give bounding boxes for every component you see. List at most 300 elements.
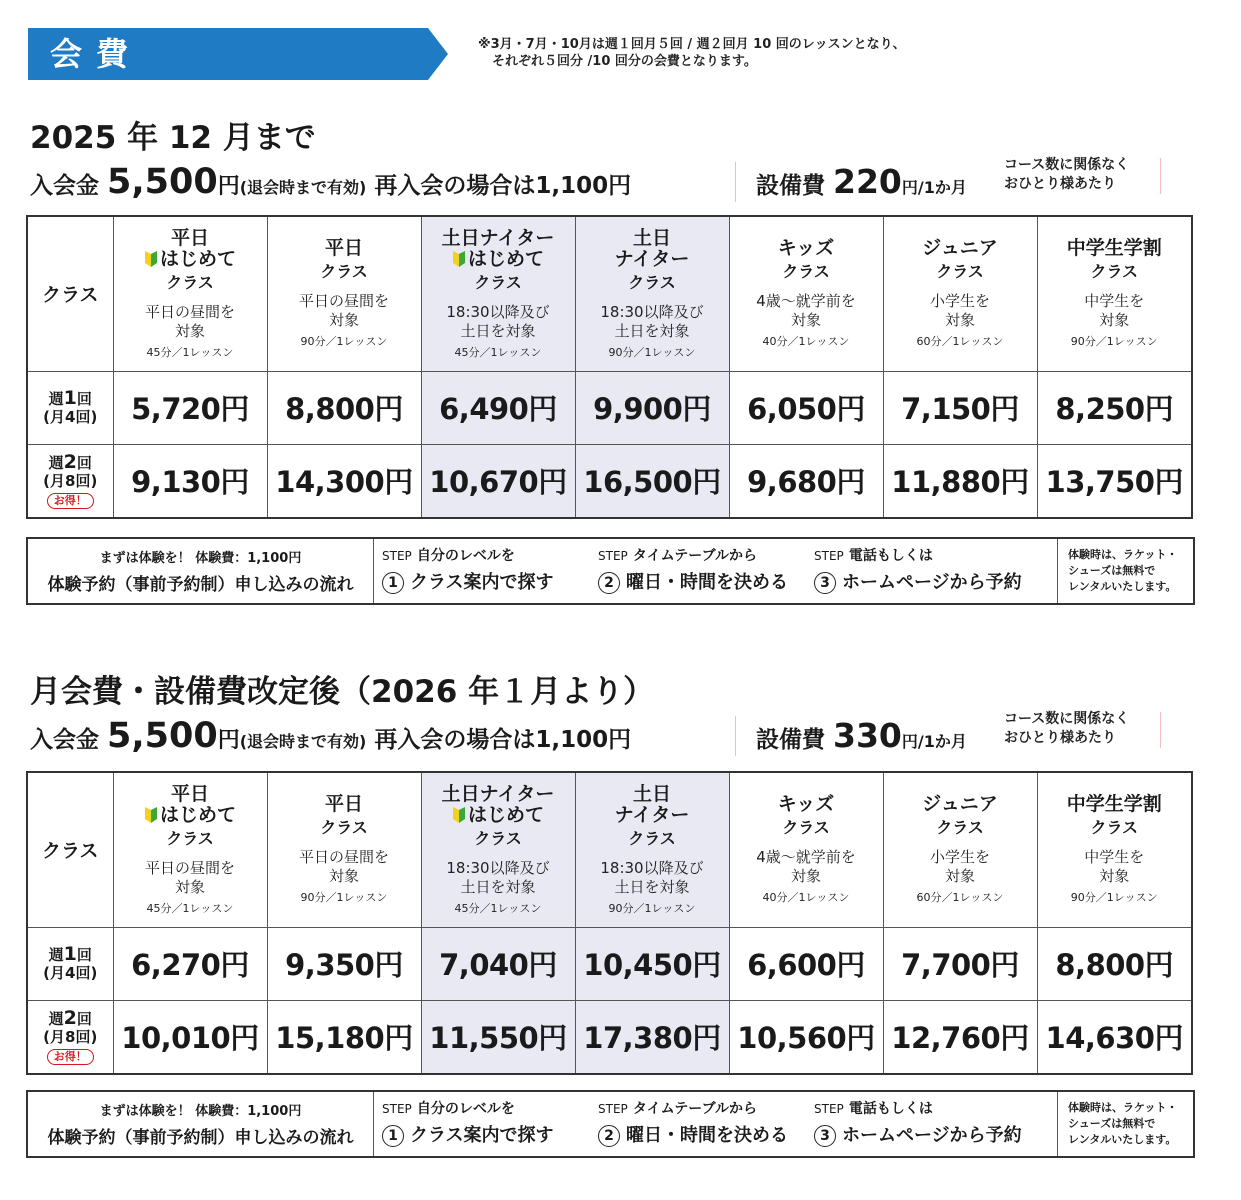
join-fee-note: (退会時まで有効) <box>239 732 367 751</box>
class-header-cell <box>729 772 883 927</box>
row-label-times <box>28 450 113 473</box>
row-label-week1 <box>27 371 113 444</box>
price-yen: 円 <box>384 465 413 500</box>
equipment-fee-unit: 円/1か月 <box>901 732 967 751</box>
price-cell <box>575 371 729 444</box>
step-action: クラス案内で探す <box>410 1125 554 1146</box>
times-text: 回 <box>76 946 92 964</box>
class-name: ジュニア <box>922 237 998 260</box>
class-suffix: クラス <box>474 272 522 292</box>
price-cell <box>1037 444 1192 518</box>
join-fee-row <box>30 162 631 202</box>
step-number-icon: 1 <box>382 572 404 594</box>
equipment-fee <box>735 716 967 756</box>
price-cell <box>113 1000 267 1074</box>
price-cell <box>267 371 421 444</box>
class-suffix: クラス <box>166 828 214 848</box>
class-name: 平日 <box>324 237 363 260</box>
row-label-month: (月8回) <box>43 1027 98 1046</box>
price-cell <box>883 444 1037 518</box>
lesson-length: 90分／1レッスン <box>608 345 696 359</box>
class-name: ジュニア <box>922 793 998 816</box>
class-target-line2: 土日を対象 <box>460 877 536 896</box>
step-action: 曜日・時間を決める <box>626 1125 788 1146</box>
step-header <box>598 545 788 565</box>
step-main <box>382 1121 553 1147</box>
price-cell <box>1037 1000 1192 1074</box>
price-value: 5,720 <box>131 392 221 426</box>
class-target-line1: 中学生を <box>1084 848 1145 867</box>
price-value: 9,350 <box>285 948 375 982</box>
price-value: 14,630 <box>1045 1021 1155 1056</box>
price-value: 10,450 <box>583 948 693 982</box>
price-cell <box>113 927 267 1000</box>
trial-flow-box <box>26 537 1195 605</box>
equipment-fee-unit: 円/1か月 <box>901 178 967 197</box>
step-header <box>382 1098 553 1118</box>
class-header-cell <box>575 772 729 927</box>
class-suffix: クラス <box>1090 818 1139 838</box>
header-note-line1: ※3月・7月・10月は週１回月５回 / 週２回月 10 回のレッスンとなり、 <box>478 37 906 52</box>
lesson-length: 45分／1レッスン <box>454 901 542 915</box>
class-target-line2: 対象 <box>174 877 205 896</box>
class-name-line2 <box>576 249 729 270</box>
price-cell <box>1037 927 1192 1000</box>
class-name-text: はじめて <box>467 803 544 826</box>
trial-steps <box>374 1092 1058 1156</box>
price-value: 8,800 <box>285 392 375 426</box>
class-target <box>422 859 575 897</box>
price-cell <box>421 371 575 444</box>
price-yen: 円 <box>1000 1021 1029 1056</box>
price-cell <box>729 927 883 1000</box>
beginner-mark-icon <box>452 806 466 824</box>
section-title: 月会費・設備費改定後（2026 年１月より） <box>30 674 655 710</box>
class-header-cell <box>1037 216 1192 371</box>
fee-table <box>26 215 1193 519</box>
trial-fee: まずは体験を！ 体験費：1,100円 <box>99 1104 302 1119</box>
class-target-line2: 対象 <box>174 321 205 340</box>
price-yen: 円 <box>538 465 567 500</box>
trial-step <box>598 1098 788 1147</box>
price-yen: 円 <box>538 1021 567 1056</box>
class-suffix: クラス <box>628 828 676 848</box>
step-main <box>814 1121 1022 1147</box>
row-label-month: (月4回) <box>43 408 98 426</box>
rental-line3: レンタルいたします。 <box>1068 580 1177 593</box>
price-yen: 円 <box>374 392 403 426</box>
step-main <box>598 568 788 594</box>
trial-fee: まずは体験を！ 体験費：1,100円 <box>99 551 302 566</box>
class-name-line2 <box>422 805 575 826</box>
price-value: 7,700 <box>901 948 991 982</box>
class-target-line2: 対象 <box>328 311 359 330</box>
step-label: タイムテーブルから <box>632 548 758 564</box>
join-fee-note: (退会時まで有効) <box>239 178 367 197</box>
price-value: 12,760 <box>891 1021 1001 1056</box>
week-text: 週 <box>48 390 64 408</box>
week2-row <box>27 1000 1192 1074</box>
price-cell <box>421 1000 575 1074</box>
equipment-note-line2: おひとり様あたり <box>1004 176 1116 192</box>
equipment-fee-amount: 220 <box>833 162 902 201</box>
step-number-icon: 3 <box>814 572 836 594</box>
class-name: キッズ <box>777 793 835 816</box>
class-target <box>114 859 267 897</box>
rental-line1: 体験時は、ラケット・ <box>1068 1101 1178 1114</box>
price-cell <box>1037 371 1192 444</box>
price-value: 8,800 <box>1055 948 1145 982</box>
class-target <box>268 848 421 886</box>
trial-step <box>598 545 788 594</box>
class-target <box>268 292 421 330</box>
class-header-row <box>27 216 1192 371</box>
step-label: 自分のレベルを <box>416 1101 515 1117</box>
price-value: 14,300 <box>275 465 385 500</box>
step-number-icon: 3 <box>814 1125 836 1147</box>
class-target <box>1038 292 1192 330</box>
price-cell <box>883 1000 1037 1074</box>
row-label-month: (月8回) <box>43 471 98 490</box>
class-target-line1: 18:30以降及び <box>446 302 550 321</box>
otoku-badge: お得！ <box>47 1049 94 1065</box>
price-yen: 円 <box>836 392 865 426</box>
price-cell <box>421 444 575 518</box>
price-cell <box>729 1000 883 1074</box>
step-action: ホームページから予約 <box>842 572 1022 593</box>
row-label-times <box>28 1006 113 1029</box>
class-header-cell <box>113 772 267 927</box>
price-yen: 円 <box>990 948 1019 982</box>
equipment-fee-amount: 330 <box>833 716 902 755</box>
price-yen: 円 <box>692 465 721 500</box>
price-value: 7,040 <box>439 948 529 982</box>
price-yen: 円 <box>528 948 557 982</box>
beginner-mark-icon <box>452 250 466 268</box>
week-count: 2 <box>63 1006 77 1029</box>
equipment-fee-note <box>1004 710 1129 748</box>
price-yen: 円 <box>1154 465 1183 500</box>
price-cell <box>883 927 1037 1000</box>
class-suffix: クラス <box>474 828 522 848</box>
week-text: 週 <box>48 1009 64 1028</box>
step-number-icon: 2 <box>598 572 620 594</box>
class-name: 中学生学割 <box>1066 237 1162 260</box>
step-number-icon: 2 <box>598 1125 620 1147</box>
step-label: 電話もしくは <box>848 548 933 564</box>
price-value: 9,900 <box>593 392 683 426</box>
step-word: STEP <box>382 549 412 563</box>
price-yen: 円 <box>1154 1021 1183 1056</box>
class-name-line2 <box>576 805 729 826</box>
class-target-line2: 土日を対象 <box>614 877 690 896</box>
trial-step <box>382 1098 553 1147</box>
row-label-week2 <box>27 444 113 518</box>
class-suffix: クラス <box>320 818 368 838</box>
class-name: 土日ナイター <box>441 226 555 249</box>
week-text: 週 <box>48 946 64 964</box>
lesson-length: 90分／1レッスン <box>1070 891 1158 905</box>
price-cell <box>267 444 421 518</box>
divider <box>1160 158 1161 194</box>
lesson-length: 40分／1レッスン <box>762 891 850 905</box>
step-action: クラス案内で探す <box>410 572 554 593</box>
week-count: 1 <box>63 943 77 965</box>
equipment-fee <box>735 162 967 202</box>
price-value: 6,600 <box>747 948 837 982</box>
week1-row <box>27 371 1192 444</box>
rental-line1: 体験時は、ラケット・ <box>1068 548 1178 561</box>
class-target-line2: 対象 <box>1099 311 1130 330</box>
class-target-line2: 土日を対象 <box>614 321 690 340</box>
step-main <box>382 568 553 594</box>
class-suffix: クラス <box>320 262 368 282</box>
equipment-note-line1: コース数に関係なく <box>1004 157 1130 173</box>
equipment-note-line2: おひとり様あたり <box>1004 730 1116 746</box>
trial-steps <box>374 539 1058 603</box>
lesson-length: 90分／1レッスン <box>1070 335 1158 349</box>
class-suffix: クラス <box>782 818 830 838</box>
equipment-fee-label: 設備費 <box>756 727 825 753</box>
price-yen: 円 <box>220 948 249 982</box>
class-header-cell <box>883 772 1037 927</box>
class-target-line2: 対象 <box>790 867 821 886</box>
price-yen: 円 <box>1144 392 1174 426</box>
class-target-line2: 土日を対象 <box>460 321 536 340</box>
class-target <box>730 292 883 330</box>
price-yen: 円 <box>836 465 865 500</box>
price-yen: 円 <box>528 392 557 426</box>
step-label: タイムテーブルから <box>632 1101 758 1117</box>
lesson-length: 90分／1レッスン <box>300 335 388 349</box>
price-cell <box>575 444 729 518</box>
week-text: 週 <box>48 453 64 472</box>
join-fee-row <box>30 716 631 756</box>
class-header-cell <box>1037 772 1192 927</box>
class-name-line2 <box>114 249 267 270</box>
price-yen: 円 <box>990 392 1019 426</box>
join-fee-amount: 5,500 <box>107 716 218 756</box>
step-number-icon: 1 <box>382 1125 404 1147</box>
class-name: 土日 <box>632 226 671 249</box>
trial-step <box>382 545 553 594</box>
class-target-line1: 小学生を <box>929 848 990 867</box>
price-cell <box>421 927 575 1000</box>
class-target <box>884 848 1037 886</box>
price-yen: 円 <box>1144 948 1174 982</box>
price-cell <box>267 1000 421 1074</box>
step-word: STEP <box>814 1102 844 1116</box>
step-word: STEP <box>598 549 628 563</box>
class-header-cell <box>883 216 1037 371</box>
times-text: 回 <box>76 1009 92 1028</box>
class-name: 平日 <box>170 782 209 805</box>
week-count: 1 <box>63 387 77 409</box>
header-note <box>478 36 1038 70</box>
price-cell <box>883 371 1037 444</box>
lesson-length: 45分／1レッスン <box>146 901 234 915</box>
class-target <box>422 303 575 341</box>
rejoin-fee: 再入会の場合は1,100円 <box>374 727 632 753</box>
fee-section <box>0 658 1241 1178</box>
class-target-line2: 対象 <box>944 311 975 330</box>
join-fee-yen: 円 <box>217 728 240 753</box>
price-cell <box>575 927 729 1000</box>
row-label-month: (月4回) <box>43 964 98 982</box>
equipment-fee-label: 設備費 <box>756 173 825 199</box>
step-action: ホームページから予約 <box>842 1125 1022 1146</box>
step-word: STEP <box>382 1102 412 1116</box>
row-label-times <box>28 945 113 964</box>
step-word: STEP <box>814 549 844 563</box>
class-target-line1: 平日の昼間を <box>144 302 235 321</box>
lesson-length: 60分／1レッスン <box>916 891 1004 905</box>
price-yen: 円 <box>220 392 249 426</box>
class-target-line1: 平日の昼間を <box>298 848 389 867</box>
class-target <box>884 292 1037 330</box>
class-target-line1: 4歳～就学前を <box>756 848 856 867</box>
row-label-week2 <box>27 1000 113 1074</box>
fee-section <box>0 100 1241 620</box>
price-cell <box>267 927 421 1000</box>
class-target-line2: 対象 <box>790 311 821 330</box>
class-target <box>730 848 883 886</box>
price-value: 6,050 <box>747 392 837 426</box>
class-header-cell <box>267 772 421 927</box>
step-label: 自分のレベルを <box>416 548 515 564</box>
step-main <box>598 1121 788 1147</box>
lesson-length: 90分／1レッスン <box>300 891 388 905</box>
class-suffix: クラス <box>936 262 984 282</box>
class-suffix: クラス <box>1090 262 1139 282</box>
step-main <box>814 568 1022 594</box>
rental-note <box>1058 539 1193 603</box>
step-label: 電話もしくは <box>848 1101 933 1117</box>
price-yen: 円 <box>374 948 403 982</box>
price-cell <box>729 444 883 518</box>
class-header-cell <box>267 216 421 371</box>
trial-flow-title: 体験予約（事前予約制）申し込みの流れ <box>47 575 354 595</box>
lesson-length: 90分／1レッスン <box>608 901 696 915</box>
week2-row <box>27 444 1192 518</box>
class-target <box>1038 848 1192 886</box>
section-title: 2025 年 12 月まで <box>30 120 316 156</box>
price-yen: 円 <box>692 1021 721 1056</box>
price-value: 6,270 <box>131 948 221 982</box>
times-text: 回 <box>76 390 92 408</box>
class-suffix: クラス <box>628 272 676 292</box>
price-yen: 円 <box>220 465 249 500</box>
price-yen: 円 <box>384 1021 413 1056</box>
price-value: 10,010 <box>121 1021 231 1056</box>
class-name: 土日 <box>632 782 671 805</box>
trial-intro <box>28 1092 374 1156</box>
beginner-mark-icon <box>144 250 158 268</box>
trial-intro <box>28 539 374 603</box>
times-text: 回 <box>76 453 92 472</box>
class-header-row <box>27 772 1192 927</box>
class-target-line1: 4歳～就学前を <box>756 292 856 311</box>
price-value: 13,750 <box>1045 465 1155 500</box>
class-name-text: ナイター <box>614 247 690 270</box>
price-yen: 円 <box>230 1021 259 1056</box>
trial-step <box>814 545 1022 594</box>
price-value: 11,550 <box>429 1021 539 1056</box>
class-name-line2 <box>422 249 575 270</box>
join-fee-amount: 5,500 <box>107 162 218 202</box>
class-suffix: クラス <box>166 272 214 292</box>
class-name-text: はじめて <box>159 247 236 270</box>
class-header-cell <box>575 216 729 371</box>
class-name-text: はじめて <box>159 803 236 826</box>
fee-table <box>26 771 1193 1075</box>
price-yen: 円 <box>836 948 865 982</box>
class-target-line2: 対象 <box>328 867 359 886</box>
step-action: 曜日・時間を決める <box>626 572 788 593</box>
price-yen: 円 <box>692 948 721 982</box>
price-value: 17,380 <box>583 1021 693 1056</box>
class-name: キッズ <box>777 237 835 260</box>
class-target <box>114 303 267 341</box>
class-target-line1: 18:30以降及び <box>446 858 550 877</box>
class-suffix: クラス <box>782 262 830 282</box>
lesson-length: 45分／1レッスン <box>146 345 234 359</box>
price-cell <box>575 1000 729 1074</box>
lesson-length: 40分／1レッスン <box>762 335 850 349</box>
class-name: 平日 <box>170 226 209 249</box>
class-name-text: ナイター <box>614 803 690 826</box>
class-name-line2 <box>114 805 267 826</box>
price-value: 10,560 <box>737 1021 847 1056</box>
class-name-text: はじめて <box>467 247 544 270</box>
rental-line2: シューズは無料で <box>1068 564 1156 577</box>
class-header-cell <box>113 216 267 371</box>
header-note-line2: それぞれ５回分 /10 回分の会費となります。 <box>492 54 757 69</box>
class-header-cell <box>421 216 575 371</box>
step-header <box>382 545 553 565</box>
class-target <box>576 303 729 341</box>
class-name: 土日ナイター <box>441 782 555 805</box>
otoku-badge: お得！ <box>47 493 94 509</box>
row-label-times <box>28 389 113 408</box>
class-suffix: クラス <box>936 818 984 838</box>
rental-line3: レンタルいたします。 <box>1068 1133 1177 1146</box>
price-value: 9,130 <box>131 465 221 500</box>
price-value: 11,880 <box>891 465 1001 500</box>
price-value: 16,500 <box>583 465 693 500</box>
divider <box>1160 712 1161 748</box>
class-header-cell <box>421 772 575 927</box>
step-header <box>814 545 1022 565</box>
trial-flow-title: 体験予約（事前予約制）申し込みの流れ <box>47 1128 354 1148</box>
rental-note <box>1058 1092 1193 1156</box>
price-value: 6,490 <box>439 392 529 426</box>
beginner-mark-icon <box>144 806 158 824</box>
trial-step <box>814 1098 1022 1147</box>
price-value: 10,670 <box>429 465 539 500</box>
class-target-line1: 平日の昼間を <box>144 858 235 877</box>
row-label-class: クラス <box>27 216 113 371</box>
price-yen: 円 <box>1000 465 1029 500</box>
lesson-length: 45分／1レッスン <box>454 345 542 359</box>
equipment-fee-note <box>1004 156 1129 194</box>
class-target-line2: 対象 <box>1099 867 1130 886</box>
class-target-line1: 小学生を <box>929 292 990 311</box>
class-target-line1: 18:30以降及び <box>600 858 704 877</box>
price-value: 9,680 <box>747 465 837 500</box>
class-target-line1: 平日の昼間を <box>298 292 389 311</box>
join-fee-yen: 円 <box>217 174 240 199</box>
